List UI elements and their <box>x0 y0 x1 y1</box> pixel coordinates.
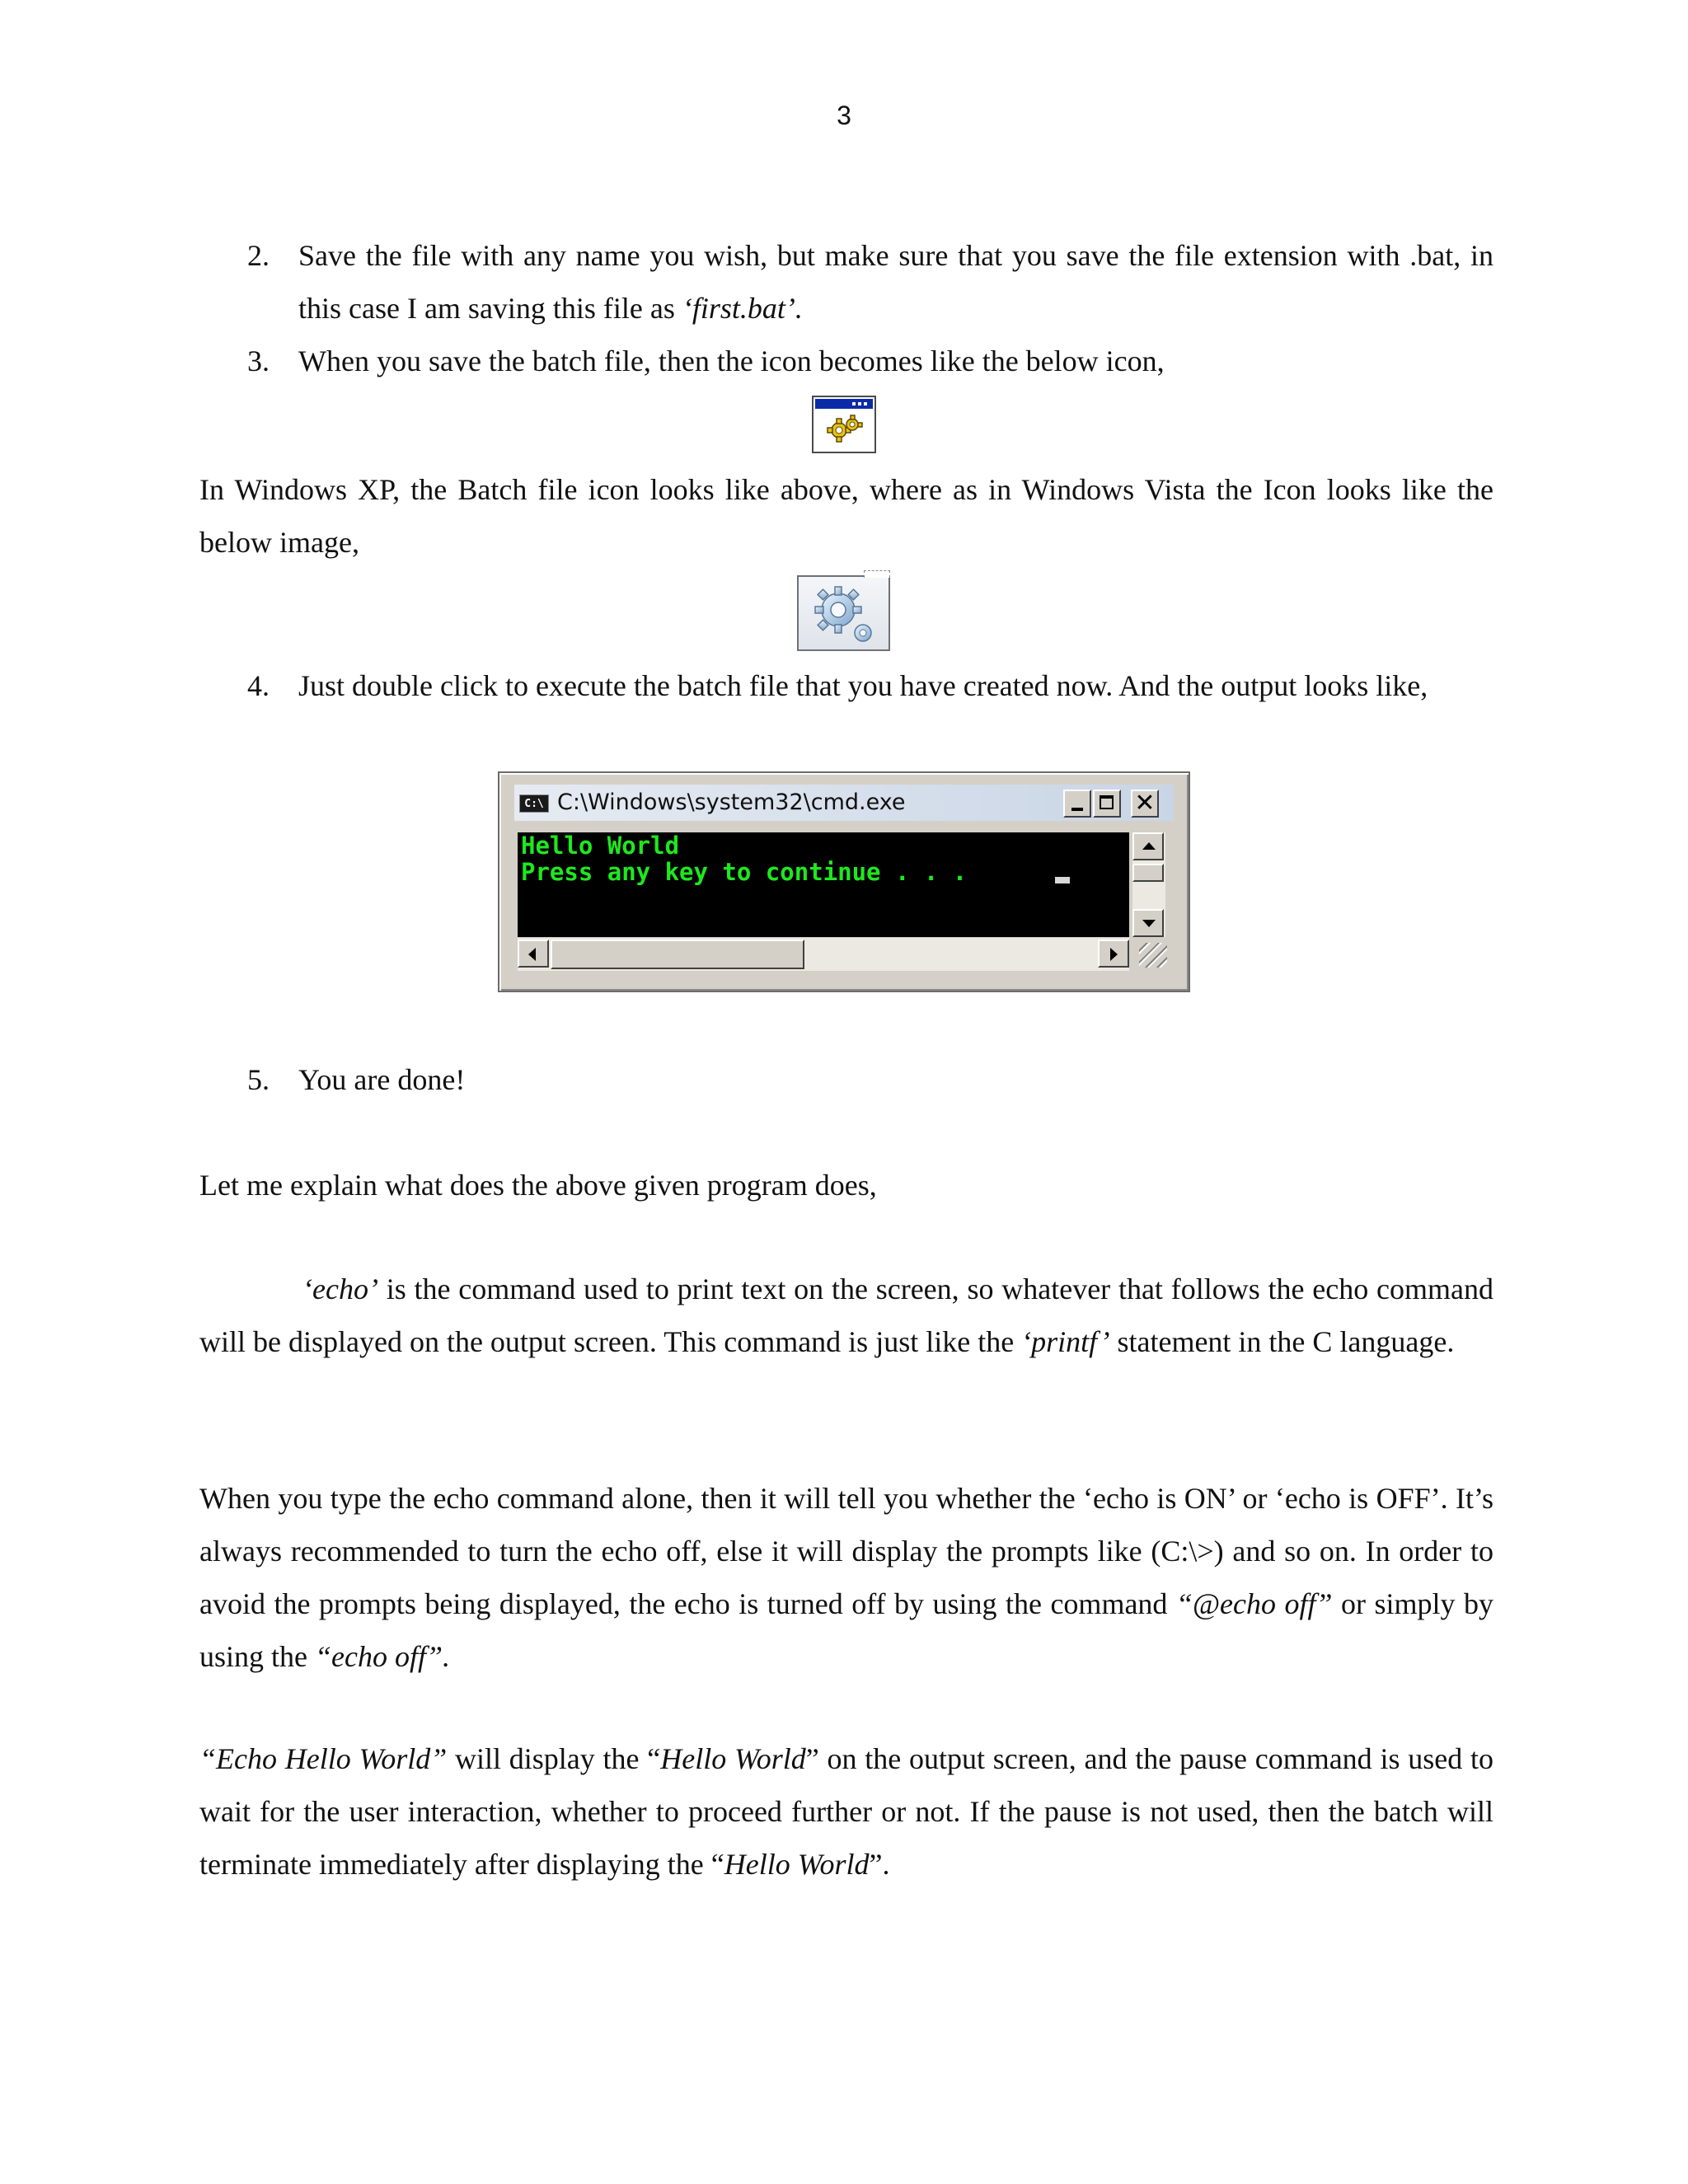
explain-intro: Let me explain what does the above given program does, <box>199 1169 877 1202</box>
list-item-step-2 <box>199 229 1493 335</box>
text-run: or simply by using the <box>199 1587 1493 1673</box>
emphasis: ‘echo’ <box>302 1272 378 1305</box>
console-icon: C:\ <box>519 794 549 813</box>
text-cursor <box>1055 877 1070 883</box>
step-text <box>298 229 1493 335</box>
text-run: ” on the output screen, and the pause command is used to wait for the user interaction, whether to proceed further or not. If the pause is not used, then the batch will terminate immediately after displaying the “ <box>199 1742 1493 1881</box>
console-output <box>518 832 1129 937</box>
scroll-down-button[interactable] <box>1132 909 1164 937</box>
step-text-part: Save the file with any name you wish, but make sure that you save the file extension with .bat, in this case I am saving this file as <box>298 239 1493 325</box>
emphasis: ‘printf’ <box>1021 1325 1110 1358</box>
step-text: Just double click to execute the batch file that you have created now. And the output looks like, <box>298 669 1428 702</box>
emphasis: “@echo off” <box>1175 1587 1333 1620</box>
console-line: Press any key to continue . . . <box>521 858 968 886</box>
emphasis: “Echo Hello World” <box>199 1742 448 1775</box>
page-number: 3 <box>837 101 851 130</box>
step-number: 4. <box>247 669 270 702</box>
window-titlebar <box>514 785 1174 821</box>
close-button[interactable]: ✕ <box>1131 790 1159 818</box>
text-run: is the command used to print text on the screen, so whatever that follows the echo command will be displayed on the output screen. This command is just like the <box>199 1272 1493 1358</box>
minimize-button[interactable] <box>1063 790 1091 818</box>
gear-icon <box>809 580 883 649</box>
paragraph-echo <box>199 1263 1493 1368</box>
xp-vista-note: In Windows XP, the Batch file icon looks like above, where as in Windows Vista the Icon looks like the below image, <box>199 473 1493 559</box>
emphasis: Hello World <box>660 1742 806 1775</box>
arrow-left-icon <box>528 948 536 961</box>
text-run: When you type the echo command alone, then it will tell you whether the ‘echo is ON’ or ‘echo is OFF’. It’s always recommended to turn the echo off, else it will display the prompts like (C:\>) and so on. In order to avoid the prompts being displayed, the echo is turned off by using the command <box>199 1482 1493 1620</box>
batch-file-icon-xp <box>812 396 876 453</box>
scroll-left-button[interactable] <box>518 940 549 968</box>
resize-grip-icon[interactable] <box>1139 943 1167 968</box>
horizontal-scrollbar[interactable] <box>518 938 1129 971</box>
scroll-thumb[interactable] <box>1132 864 1164 882</box>
window-title: C:\Windows\system32\cmd.exe <box>557 790 906 815</box>
gear-icon <box>827 414 863 447</box>
arrow-right-icon <box>1110 948 1118 961</box>
emphasis: Hello World <box>724 1848 870 1881</box>
step-text: You are done! <box>298 1063 466 1096</box>
step-number: 3. <box>247 344 270 377</box>
vertical-scrollbar[interactable] <box>1132 832 1165 937</box>
console-line: Hello World <box>521 832 680 860</box>
text-run: ”. <box>869 1848 890 1881</box>
emphasis: “echo off”. <box>315 1640 451 1673</box>
paragraph-hello-world <box>199 1732 1493 1891</box>
arrow-up-icon <box>1142 842 1156 850</box>
cmd-window-screenshot <box>498 771 1190 992</box>
text-run: statement in the C language. <box>1109 1325 1455 1358</box>
batch-file-icon-vista <box>797 575 890 651</box>
step-text: When you save the batch file, then the icon becomes like the below icon, <box>298 344 1165 377</box>
scroll-thumb[interactable] <box>551 940 804 969</box>
scroll-right-button[interactable] <box>1098 940 1129 968</box>
text-run: will display the “ <box>447 1742 661 1775</box>
arrow-down-icon <box>1142 920 1156 927</box>
file-name-emphasis: ‘first.bat’. <box>682 292 803 325</box>
step-number: 2. <box>247 239 270 272</box>
step-number: 5. <box>247 1063 270 1096</box>
scroll-up-button[interactable] <box>1132 832 1164 860</box>
icon-titlebar <box>815 399 873 409</box>
paragraph-echo-off <box>199 1472 1493 1683</box>
maximize-button[interactable] <box>1093 790 1121 818</box>
